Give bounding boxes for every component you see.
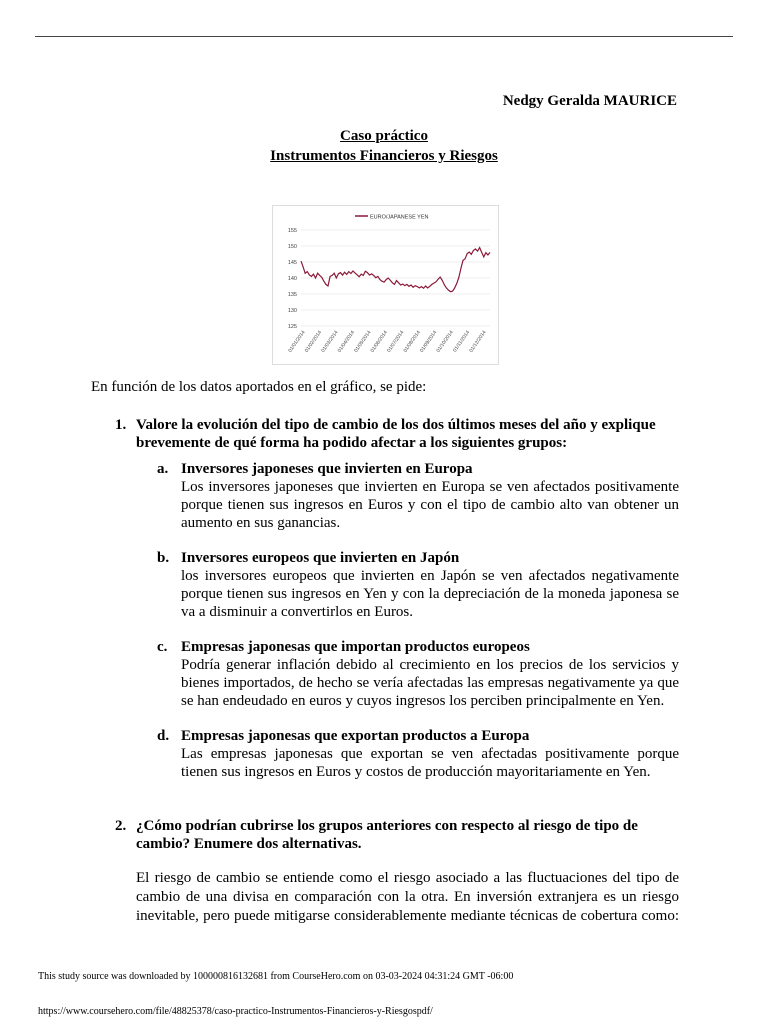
item-b (157, 549, 679, 621)
exchange-rate-chart (272, 205, 499, 365)
y-tick-label: 130 (287, 308, 297, 314)
question-2 (115, 817, 680, 853)
x-tick-label: 01/08/2014 (402, 329, 422, 354)
question-number: 2. (115, 818, 127, 834)
item-heading: Inversores japoneses que invierten en Europa (181, 461, 473, 477)
item-heading: Empresas japonesas que importan productos europeos (181, 639, 530, 655)
item-d (157, 727, 679, 781)
item-body: Los inversores japoneses que invierten en Europa se ven afectados positivamente porque tienen sus ingresos en Euros y con el tipo de cambio alto van obtener un aumento en sus ganancias. (181, 479, 679, 531)
download-notice: This study source was downloaded by 100000816132681 from CourseHero.com on 03-03-2024 04:31:24 GMT -06:00 (38, 971, 514, 982)
item-a (157, 460, 679, 532)
top-rule (35, 36, 733, 37)
question-text: ¿Cómo podrían cubrirse los grupos anteriores con respecto al riesgo de tipo de cambio? Enumere dos alternativas. (136, 818, 638, 852)
x-tick-label: 01/11/2014 (452, 329, 472, 354)
y-axis-ticks (288, 228, 297, 330)
question-2-answer: El riesgo de cambio se entiende como el riesgo asociado a las fluctuaciones del tipo de cambio de una divisa en comparación con la otra. En inversión extranjera es un riesgo inevitable, pero puede mitigarse considerablemente mediante técnicas de cobertura como: (136, 870, 679, 924)
x-tick-label: 01/01/2014 (287, 329, 307, 354)
question-text: Valore la evolución del tipo de cambio de los dos últimos meses del año y explique brevemente de qué forma ha podido afectar a los siguientes grupos: (136, 417, 656, 451)
item-letter: b. (157, 550, 170, 566)
y-tick-label: 150 (287, 244, 297, 250)
item-letter: a. (157, 461, 169, 477)
legend-label: EURO/JAPANESE YEN (370, 214, 429, 221)
chart-legend (355, 215, 429, 221)
y-tick-label: 140 (287, 276, 297, 282)
item-body: los inversores europeos que invierten en Japón se ven afectados negativamente porque tienen sus ingresos en Yen y con la depreciación de la moneda japonesa se va a disminuir a convertirlos en Euros. (181, 568, 679, 620)
y-tick-label: 155 (287, 228, 297, 234)
source-url[interactable]: https://www.coursehero.com/file/48825378/caso-practico-Instrumentos-Financieros-y-Riesgospdf/ (38, 1006, 433, 1017)
y-tick-label: 135 (287, 292, 297, 298)
item-c (157, 638, 679, 710)
item-heading: Inversores europeos que invierten en Japón (181, 550, 460, 566)
x-tick-label: 01/07/2014 (386, 329, 406, 354)
item-body: Podría generar inflación debido al crecimiento en los precios de los servicios y bienes importados, de hecho se vería afectadas las empresas negativamente ya que se han endeudado en euros y cuyos ingresos los perciben principalmente en Yen. (181, 657, 679, 709)
intro-text: En función de los datos aportados en el gráfico, se pide: (91, 379, 427, 395)
page-subtitle: Instrumentos Financieros y Riesgos (270, 148, 498, 164)
series-line-euro-yen (301, 248, 490, 292)
item-letter: c. (157, 639, 168, 655)
x-tick-label: 01/12/2014 (468, 329, 488, 354)
x-tick-label: 01/02/2014 (303, 329, 324, 354)
chart-svg (273, 206, 498, 364)
item-letter: d. (157, 728, 170, 744)
x-tick-label: 01/09/2014 (419, 329, 439, 354)
question-number: 1. (115, 417, 127, 433)
y-tick-label: 125 (287, 324, 297, 330)
author-name: Nedgy Geralda MAURICE (502, 93, 677, 109)
x-tick-label: 01/10/2014 (435, 329, 455, 354)
x-axis-ticks (287, 330, 487, 354)
item-heading: Empresas japonesas que exportan productos a Europa (181, 728, 530, 744)
page-title: Caso práctico (340, 128, 428, 144)
question-1 (115, 416, 680, 452)
x-tick-label: 01/06/2014 (369, 329, 389, 354)
x-tick-label: 01/05/2014 (353, 329, 373, 354)
x-tick-label: 01/04/2014 (336, 329, 357, 354)
x-tick-label: 01/03/2014 (320, 329, 340, 354)
item-body: Las empresas japonesas que exportan se ven afectadas positivamente porque tienen sus ingresos en Euros y costos de producción mayoritariamente en Yen. (181, 746, 679, 780)
y-tick-label: 145 (287, 260, 297, 266)
